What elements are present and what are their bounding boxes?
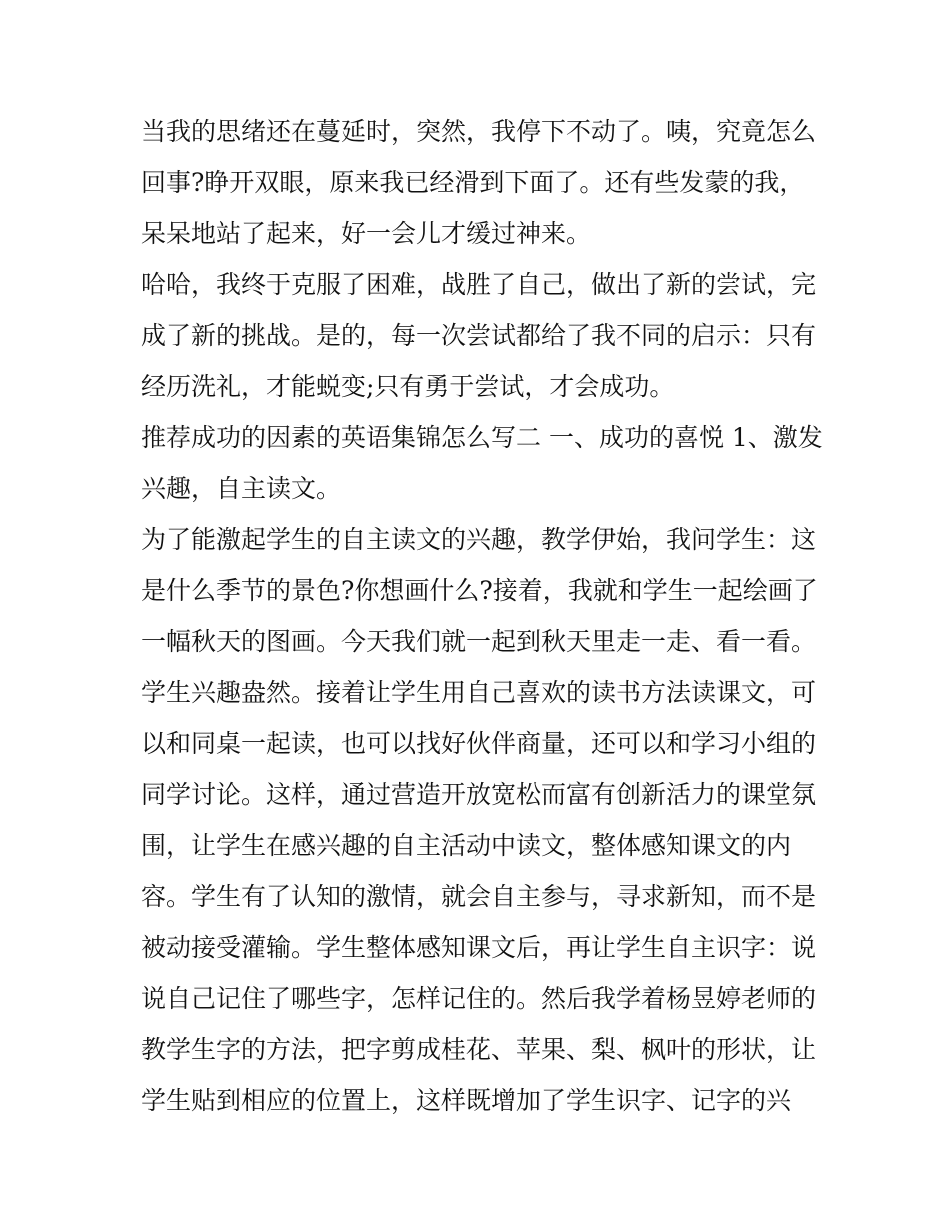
text-line: 围，让学生在感兴趣的自主活动中读文，整体感知课文的内	[141, 831, 792, 860]
text-line: 呆呆地站了起来，好一会儿才缓过神来。	[141, 219, 592, 248]
text-line: 推荐成功的因素的英语集锦怎么写二 一、成功的喜悦 1、激发	[141, 423, 823, 452]
text-line: 被动接受灌输。学生整体感知课文后，再让学生自主识字：说	[141, 933, 817, 962]
text-line: 学生贴到相应的位置上，这样既增加了学生识字、记字的兴	[141, 1086, 792, 1115]
document-body	[141, 106, 821, 1126]
text-line: 以和同桌一起读，也可以找好伙伴商量，还可以和学习小组的	[141, 729, 817, 758]
text-line: 经历洗礼，才能蜕变;只有勇于尝试，才会成功。	[141, 372, 675, 401]
text-line: 说自己记住了哪些字，怎样记住的。然后我学着杨昱婷老师的	[141, 984, 817, 1013]
text-line: 一幅秋天的图画。今天我们就一起到秋天里走一走、看一看。	[141, 627, 817, 656]
text-line: 哈哈，我终于克服了困难，战胜了自己，做出了新的尝试，完	[141, 270, 817, 299]
text-line: 教学生字的方法，把字剪成桂花、苹果、梨、枫叶的形状，让	[141, 1035, 817, 1064]
text-line: 为了能激起学生的自主读文的兴趣，教学伊始，我问学生：这	[141, 525, 817, 554]
text-line: 当我的思绪还在蔓延时，突然，我停下不动了。咦，究竟怎么	[141, 117, 817, 146]
text-line: 学生兴趣盎然。接着让学生用自己喜欢的读书方法读课文，可	[141, 678, 817, 707]
text-line: 回事?睁开双眼，原来我已经滑到下面了。还有些发蒙的我，	[141, 168, 805, 197]
text-line: 容。学生有了认知的激情，就会自主参与，寻求新知，而不是	[141, 882, 817, 911]
text-line: 成了新的挑战。是的，每一次尝试都给了我不同的启示：只有	[141, 321, 817, 350]
text-line: 兴趣，自主读文。	[141, 474, 342, 503]
text-line: 同学讨论。这样，通过营造开放宽松而富有创新活力的课堂氛	[141, 780, 817, 809]
text-line: 是什么季节的景色?你想画什么?接着，我就和学生一起绘画了	[141, 576, 818, 605]
